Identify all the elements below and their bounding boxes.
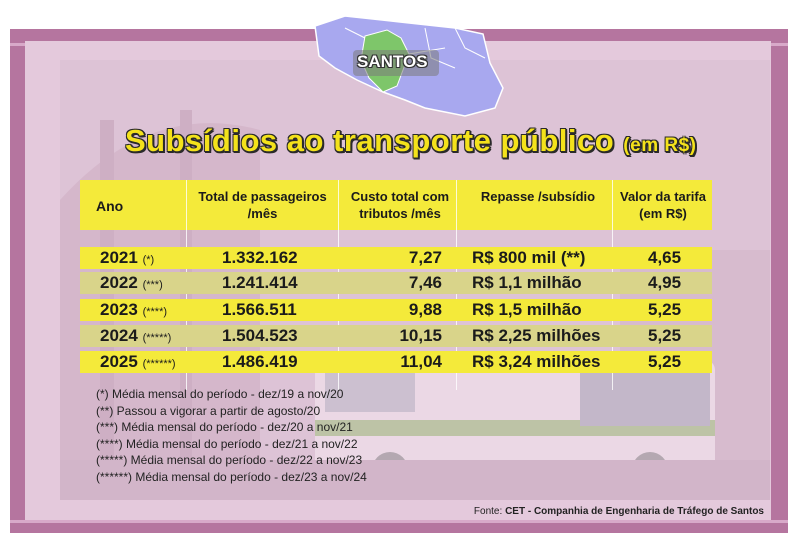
footnote: (*) Média mensal do período - dez/19 a nov/20: [96, 387, 344, 401]
table-row-subsidy: R$ 2,25 milhões: [472, 326, 601, 345]
source-credit: [474, 506, 764, 517]
santos-map: [305, 8, 505, 120]
table-row-passengers: 1.504.523: [222, 326, 298, 345]
footnotes: [96, 386, 367, 485]
table-row-passengers: 1.486.419: [222, 352, 298, 371]
table-row-subsidy: R$ 800 mil (**): [472, 248, 586, 267]
bottom-stripe: [10, 520, 788, 523]
table-row-year: 2022 (***): [100, 273, 163, 292]
table-row-subsidy: R$ 1,1 milhão: [472, 273, 582, 292]
footnote: (**) Passou a vigorar a partir de agosto/20: [96, 403, 321, 418]
column-header-cost: Custo total com tributos /mês: [350, 189, 450, 221]
table-row-passengers: 1.566.511: [222, 300, 297, 319]
column-header-fare: Valor da tarifa (em R$): [620, 189, 706, 221]
table-row-cost: 11,04: [400, 352, 442, 371]
table-row-year: 2023 (****): [100, 300, 168, 319]
title-unit: (em R$): [623, 135, 697, 156]
column-header-subsidy: Repasse /subsídio: [480, 189, 596, 204]
source-prefix: Fonte:: [473, 506, 503, 517]
table-row-passengers: 1.241.414: [222, 273, 298, 292]
table-row-subsidy: R$ 1,5 milhão: [472, 300, 582, 319]
column-header-passengers: Total de passageiros /mês: [198, 189, 327, 221]
source-name: CET - Companhia de Engenharia de Tráfego de Santos: [505, 506, 764, 517]
table-row-year: 2021 (*): [100, 248, 155, 267]
table-row-passengers: 1.332.162: [222, 248, 298, 267]
table-row-subsidy: R$ 3,24 milhões: [472, 352, 601, 371]
table-row-cost: 7,46: [408, 273, 442, 292]
footnote: (*****) Média mensal do período - dez/22 a nov/23: [96, 453, 363, 467]
table-row-fare: 4,65: [648, 248, 682, 267]
table-row-year: 2025 (******): [100, 352, 176, 371]
table-row-cost: 10,15: [399, 326, 442, 345]
page-title: [125, 123, 696, 159]
column-header-year: Ano: [96, 198, 124, 214]
table-row-cost: 7,27: [408, 248, 442, 267]
table-row-fare: 5,25: [648, 326, 682, 345]
table-row-fare: 4,95: [648, 273, 682, 292]
map-label: SANTOS: [357, 52, 428, 71]
title-text: Subsídios ao transporte público: [125, 123, 615, 158]
footnote: (******) Média mensal do período - dez/23 a nov/24: [96, 469, 367, 484]
table-row-year: 2024 (*****): [100, 326, 172, 345]
footnote: (****) Média mensal do período - dez/21 a nov/22: [96, 436, 358, 451]
table-row-fare: 5,25: [648, 352, 682, 371]
table-row-fare: 5,25: [648, 300, 682, 319]
table-row-cost: 9,88: [408, 300, 442, 319]
footnote: (***) Média mensal do período - dez/20 a nov/21: [96, 420, 353, 434]
